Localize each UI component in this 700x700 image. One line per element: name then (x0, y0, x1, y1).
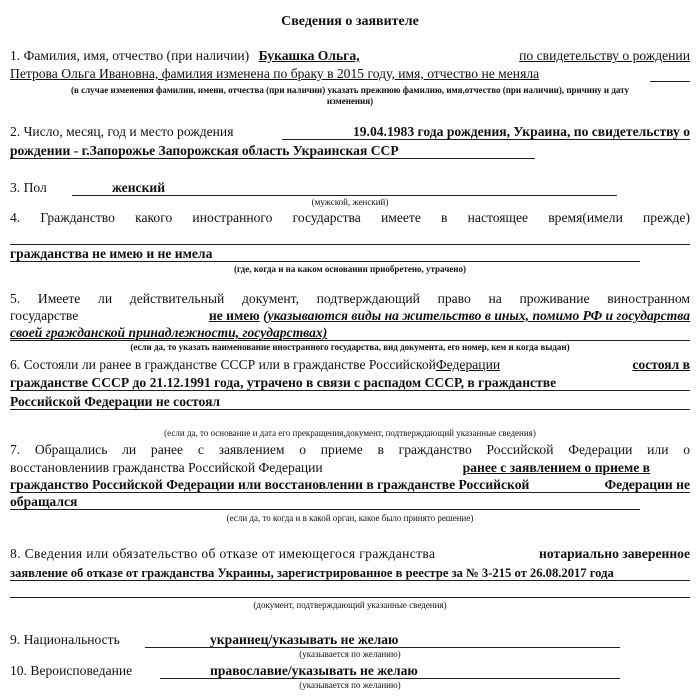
section-8-label: 8. Сведения или обязательство об отказе от имеющегося гражданства (10, 546, 436, 561)
section-4-value-2: гражданства не имею и не имела (10, 246, 213, 261)
section-2-rule-1 (282, 139, 690, 140)
section-5-value-italic: (указываются виды на жительство в иных, помимо РФ и государства (263, 308, 690, 323)
section-8-value-1: заявление об отказе от гражданства Украины, зарегистрированное в реестре за № 3-215 от 26.08.2017 года (10, 566, 614, 580)
section-5-caption: (если да, то указать наименование иностранного государства, вид документа, его номер, кем и когда выдан) (130, 342, 570, 352)
section-6-caption: (если да, то основание и дата его прекращения,документ, подтверждающий указанные сведения) (164, 428, 536, 438)
section-6-value-2: Российской Федерации не состоял (10, 394, 221, 409)
section-9-caption: (указывается по желанию) (299, 649, 401, 659)
section-2-value-1: 19.04.1983 года рождения, Украина, по свидетельству о (352, 124, 690, 139)
section-5-value-1 (209, 308, 690, 324)
section-9-line (10, 632, 690, 648)
section-4-rule-1 (10, 244, 690, 245)
section-6-line-1 (10, 357, 690, 373)
section-1-line-2-text: Петрова Ольга Ивановна, фамилия изменена по браку в 2015 году, имя, отчество не меняла (10, 66, 540, 81)
section-1-caption-2: изменения) (326, 96, 374, 106)
section-8-rule-2 (10, 597, 690, 598)
section-6-rule-1 (10, 390, 690, 391)
section-8-line-1 (10, 546, 690, 562)
section-7-value-2: обращался (10, 494, 78, 509)
section-7-caption: (если да, то когда и в какой орган, какое было принято решение) (226, 513, 474, 523)
section-1-fill-rule (650, 81, 690, 82)
section-7-value-inline: ранее с заявлением о приеме в (462, 460, 650, 475)
section-9-label: 9. Национальность (10, 632, 120, 647)
section-7-label-2: восстановлениив гражданства Российской Федерации (10, 460, 323, 475)
section-1-value: Букашка Ольга, (258, 48, 360, 63)
section-7-value-1-tail: Федерации не (604, 477, 690, 492)
section-1-caption-1: (в случае изменения фамилии, имени, отчества (при наличии) указать прежнюю фамилию, имя,отчество (при наличии), причину и дату (71, 85, 629, 95)
section-7-line-2 (10, 460, 690, 476)
section-1-line-1 (10, 48, 690, 64)
section-1-label: 1. Фамилия, имя, отчество (при наличии) (10, 48, 250, 63)
section-10-label: 10. Вероисповедание (10, 663, 133, 678)
section-8-value-inline: нотариально заверенное (539, 546, 690, 561)
section-7-rule-2 (10, 509, 640, 510)
section-7-value-1: гражданство Российской Федерации или восстановлении в гражданстве Российской (10, 477, 530, 492)
section-8-caption: (документ, подтверждающий указанные сведения) (253, 600, 447, 610)
section-5-label-2: государстве (10, 308, 79, 323)
section-2-label: 2. Число, месяц, год и место рождения (10, 124, 234, 139)
section-10-caption: (указывается по желанию) (299, 680, 401, 690)
section-5-line-3 (10, 325, 690, 341)
section-4-line-3 (10, 246, 690, 262)
section-5-line-2 (10, 308, 690, 324)
section-3-line (10, 180, 690, 196)
section-3-rule (72, 195, 617, 196)
section-3-value: женский (112, 180, 166, 195)
document-title: Сведения о заявителе (281, 14, 419, 29)
section-9-rule (145, 647, 620, 648)
section-6-label: 6. Состояли ли ранее в гражданстве СССР или в гражданстве Российской (10, 357, 436, 372)
section-4-label: 4. Гражданство какого иностранного государства имеете в настоящее время(имели прежде) (10, 210, 690, 225)
section-4-rule-2 (10, 261, 640, 262)
section-6-line-3 (10, 394, 690, 410)
section-6-line-2 (10, 375, 690, 391)
section-5-value-bold: не имею (208, 308, 260, 323)
section-6-value-1: гражданстве СССР до 21.12.1991 года, утрачено в связи с распадом СССР, в гражданстве (10, 375, 557, 390)
section-2-line-2 (10, 143, 690, 159)
section-7-rule-1 (10, 492, 690, 493)
section-5-rule (10, 340, 690, 341)
section-1-line-2 (10, 66, 690, 82)
section-1-tail: по свидетельству о рождении (519, 48, 690, 63)
section-3-caption: (мужской, женский) (311, 197, 389, 207)
section-7-label-1: 7. Обращались ли ранее с заявлением о приеме в гражданство Российской Федерации или о (10, 442, 690, 457)
section-8-rule-1 (10, 580, 690, 581)
section-10-rule (160, 678, 620, 679)
section-8-line-2 (10, 565, 690, 581)
section-2-line-1 (10, 124, 690, 140)
section-7-line-4 (10, 494, 690, 510)
section-6-value-inline: состоял в (632, 357, 690, 372)
section-7-line-3 (10, 477, 690, 493)
section-9-value: украинец/указывать не желаю (210, 632, 399, 647)
section-2-value-2: рождении - г.Запорожье Запорожская область Украинская ССР (10, 143, 399, 158)
section-3-label: 3. Пол (10, 180, 47, 195)
section-5-value-2: своей гражданской принадлежности, государствах) (10, 325, 328, 340)
section-4-caption: (где, когда и на каком основании приобретено, утрачено) (234, 264, 466, 274)
section-5-label-1: 5. Имеете ли действительный документ, подтверждающий право на проживание виностранном (10, 291, 690, 306)
section-6-label-underlined: Федерации (435, 357, 501, 372)
section-10-value: православие/указывать не желаю (210, 663, 418, 678)
section-10-line (10, 663, 690, 679)
section-2-rule-2 (10, 158, 535, 159)
section-6-rule-2 (10, 409, 690, 410)
